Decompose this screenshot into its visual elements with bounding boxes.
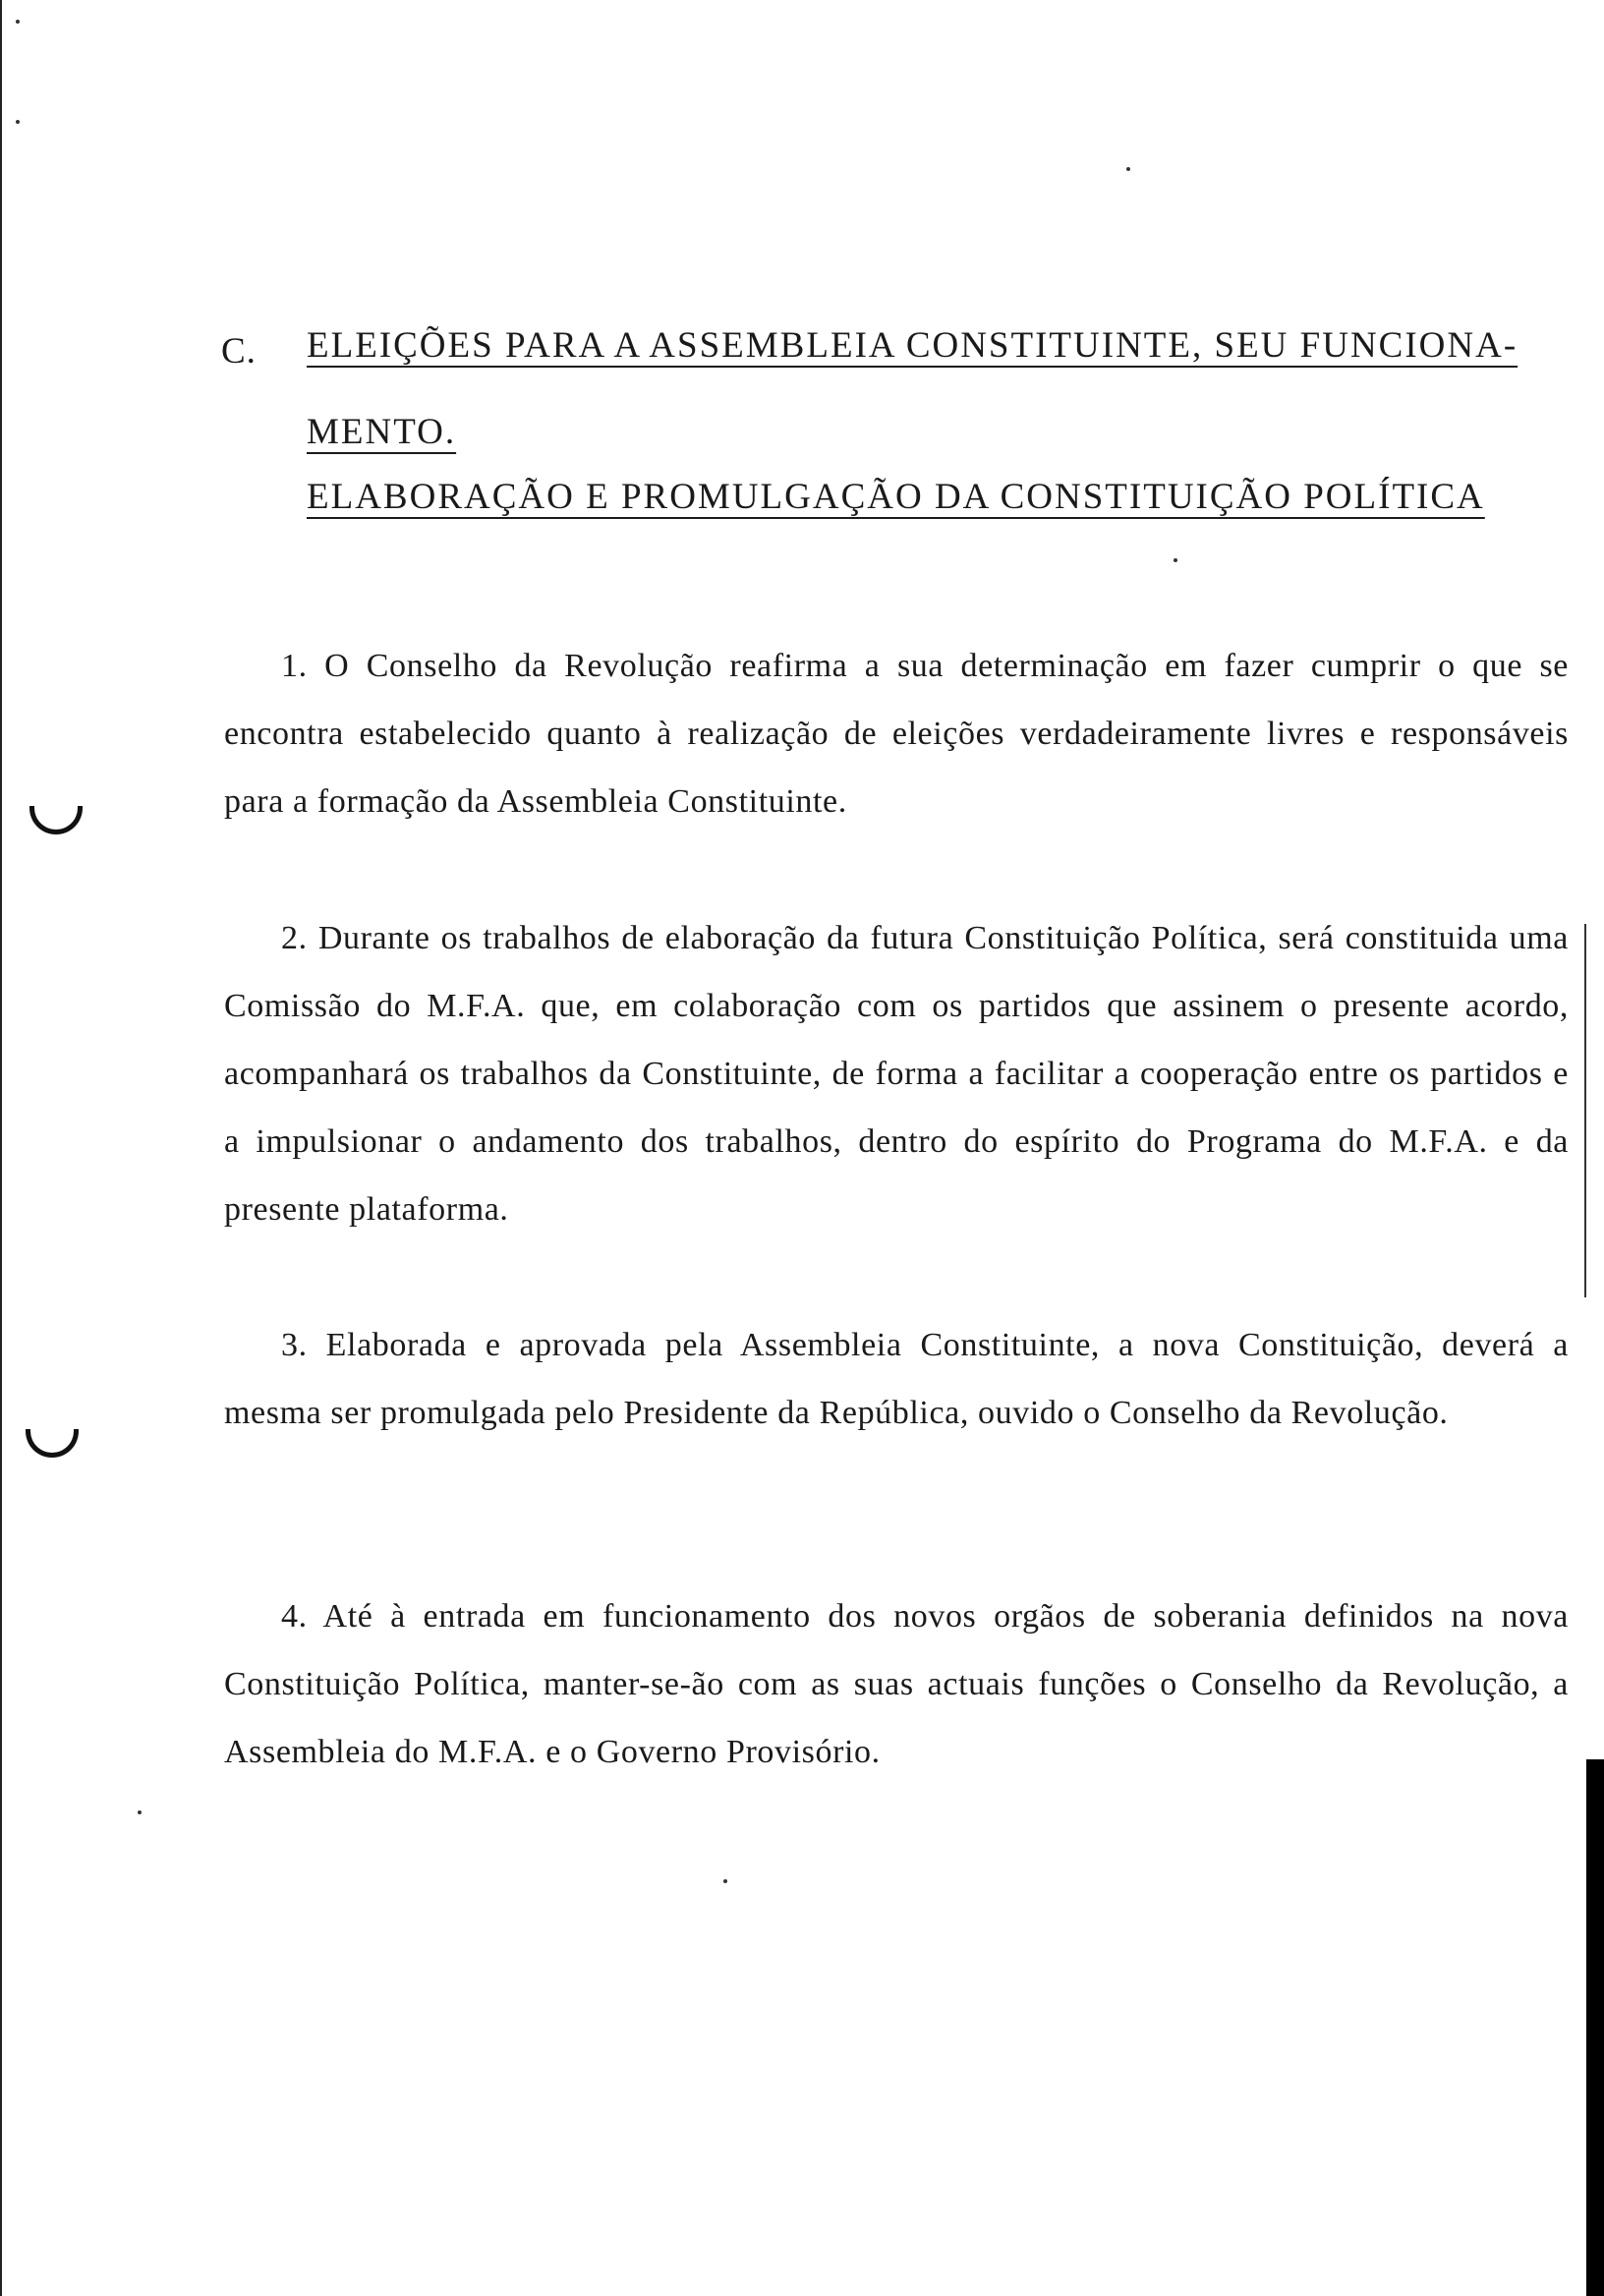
section-title-line-3: ELABORAÇÃO E PROMULGAÇÃO DA CONSTITUIÇÃO POLÍTICA bbox=[307, 477, 1485, 517]
paragraph-number: 1. bbox=[281, 648, 308, 684]
scan-left-edge bbox=[0, 0, 2, 2296]
paragraph-text: Até à entrada em funcionamento dos novos orgãos de soberania definidos na nova Constituição Política, manter-se-ão com as suas actuais funções o Conselho da Revolução, a Assembleia do M.F.A. e o Governo Provisório. bbox=[224, 1598, 1569, 1770]
scan-speck bbox=[16, 120, 20, 124]
paragraph-text: Durante os trabalhos de elaboração da futura Constituição Política, será constituida uma Comissão do M.F.A. que, em colaboração com os partidos que assinem o presente acordo, acompanhará os trabalhos da Constituinte, de forma a facilitar a cooperação entre os partidos e a impulsionar o andamento dos trabalhos, dentro do espírito do Programa do M.F.A. e da presente plataforma. bbox=[224, 920, 1569, 1228]
punch-hole-mark bbox=[26, 1429, 79, 1458]
scan-speck bbox=[1126, 167, 1130, 171]
scan-speck bbox=[723, 1879, 727, 1883]
paragraph-1 bbox=[224, 632, 1569, 835]
scan-speck bbox=[138, 1810, 142, 1814]
paragraph-text: Elaborada e aprovada pela Assembleia Constituinte, a nova Constituição, deverá a mesma ser promulgada pelo Presidente da República, ouvido o Conselho da Revolução. bbox=[224, 1327, 1569, 1431]
paragraph-number: 3. bbox=[281, 1327, 308, 1363]
paragraph-3 bbox=[224, 1311, 1569, 1447]
punch-hole-mark bbox=[29, 806, 83, 834]
paragraph-number: 2. bbox=[281, 920, 308, 956]
scan-right-edge bbox=[1586, 1759, 1604, 2296]
section-letter: C. bbox=[221, 331, 257, 372]
scan-speck bbox=[1174, 558, 1177, 562]
paragraph-number: 4. bbox=[281, 1598, 308, 1635]
paragraph-2 bbox=[224, 904, 1569, 1243]
paragraph-text: O Conselho da Revolução reafirma a sua determinação em fazer cumprir o que se encontra estabelecido quanto à realização de eleições verdadeiramente livres e responsáveis para a formação da Assembleia Constituinte. bbox=[224, 648, 1569, 820]
paragraph-4 bbox=[224, 1582, 1569, 1786]
section-title-line-2: MENTO. bbox=[307, 412, 457, 452]
scan-right-edge-line bbox=[1584, 924, 1586, 1297]
section-title-line-1: ELEIÇÕES PARA A ASSEMBLEIA CONSTITUINTE, SEU FUNCIONA- bbox=[307, 325, 1518, 366]
scan-speck bbox=[16, 20, 20, 24]
